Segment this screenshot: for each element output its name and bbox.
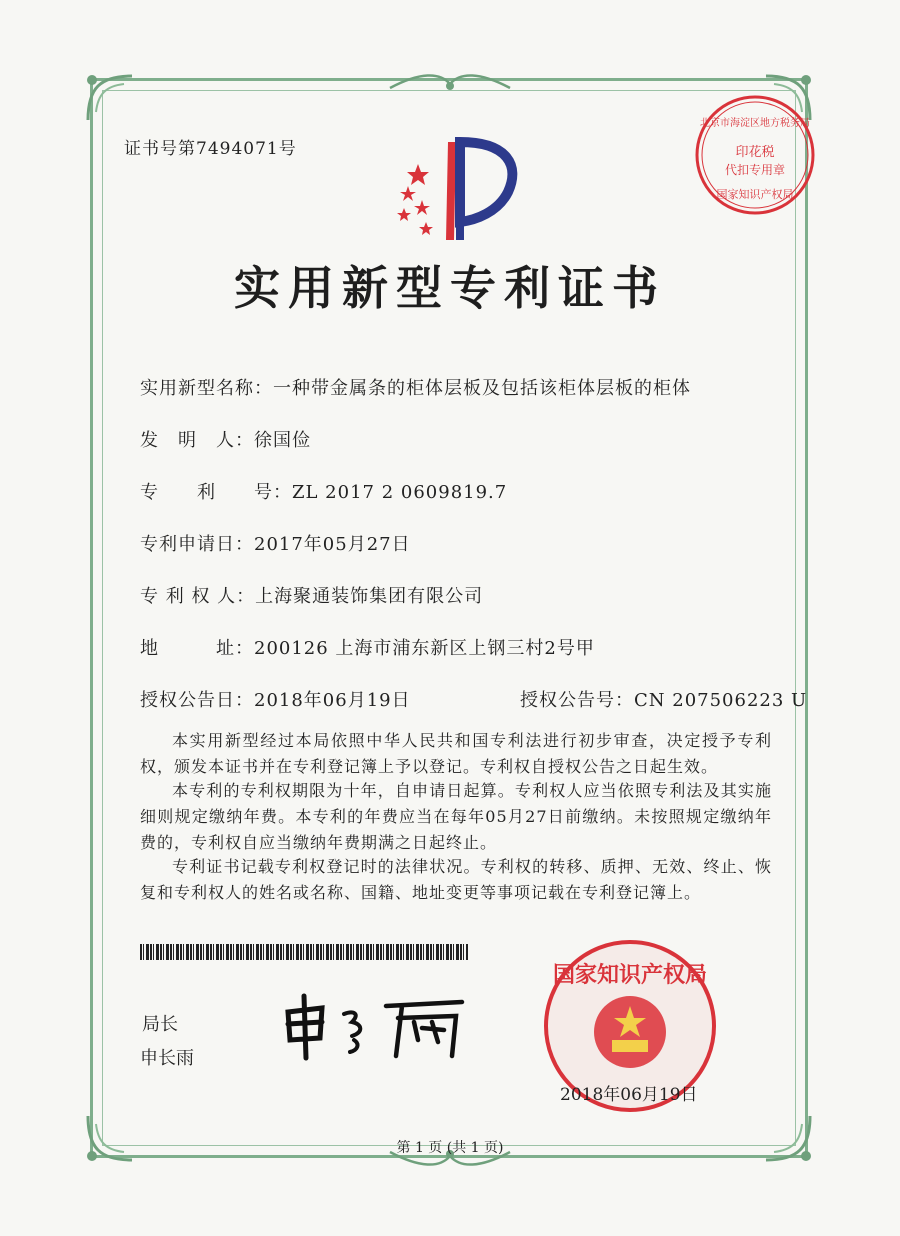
patent-number-value: ZL 2017 2 0609819.7 [292,482,508,503]
utility-model-name-label: 实用新型名称： [140,378,273,399]
page-number: 第 1 页 (共 1 页) [396,1140,504,1156]
paragraph-1: 本实用新型经过本局依照中华人民共和国专利法进行初步审查，决定授予专利权，颁发本证书并在专利登记簿上予以登记。专利权自授权公告之日起生效。 [140,731,772,776]
filing-date-value: 2017年05月27日 [254,534,411,555]
field-address [140,634,595,660]
tax-stamp [690,90,820,220]
tax-stamp-bottom-text: 国家知识产权局 [716,188,794,201]
grant-number-value: CN 207506223 U [634,690,808,711]
tax-stamp-center-line2: 代扣专用章 [724,163,786,177]
field-inventor [140,426,311,452]
corner-ornament-top-left [80,68,140,128]
certificate-title: 实用新型专利证书 [234,261,666,315]
field-filing-date [140,530,411,556]
tax-stamp-arc-text: 北京市海淀区地方税务局 [700,118,810,129]
top-center-ornament [380,70,520,96]
inventor-value: 徐国俭 [254,430,311,451]
seal-text: 国家知识产权局 [552,963,708,988]
tax-stamp-center-line1: 印花税 [735,145,775,160]
address-label: 地 址： [140,638,254,659]
patent-number-label: 专 利 号： [140,482,292,503]
field-utility-model-name [140,374,691,400]
director-signature [282,992,472,1062]
certificate-number-suffix: 号 [278,139,297,159]
filing-date-label: 专利申请日： [140,534,254,555]
paragraph-2: 本专利的专利权期限为十年，自申请日起算。专利权人应当依照专利法及其实施细则规定缴纳年费。本专利的年费应当在每年05月27日前缴纳。未按照规定缴纳年费的，专利权自应当缴纳年费期满之日起终止。 [140,781,772,852]
grant-date-label: 授权公告日： [140,690,254,711]
field-grant-number [520,686,807,712]
barcode [140,944,468,960]
certificate-number-value: 7494071 [196,139,279,159]
seal-date: 2018年06月19日 [560,1085,698,1105]
certificate-number [124,134,297,159]
field-patent-number [140,478,507,504]
grant-date-value: 2018年06月19日 [254,690,411,711]
grant-number-label: 授权公告号： [520,690,634,711]
paragraph-3: 专利证书记载专利权登记时的法律状况。专利权的转移、质押、无效、终止、恢复和专利权人的姓名或名称、国籍、地址变更等事项记载在专利登记簿上。 [140,857,772,902]
director-title: 局长 [142,1014,178,1035]
address-value: 200126 上海市浦东新区上钢三村2号甲 [254,638,595,659]
certificate-number-label: 证书号第 [124,139,196,159]
patent-office-emblem-icon [388,136,528,246]
patentee-value: 上海聚通装饰集团有限公司 [255,586,484,607]
patentee-label: 专 利 权 人： [140,586,256,607]
field-grant-date [140,686,411,712]
field-patentee [140,582,483,608]
director-name: 申长雨 [140,1048,194,1069]
utility-model-name-value: 一种带金属条的柜体层板及包括该柜体层板的柜体 [273,378,691,399]
inventor-label: 发 明 人： [140,430,254,451]
